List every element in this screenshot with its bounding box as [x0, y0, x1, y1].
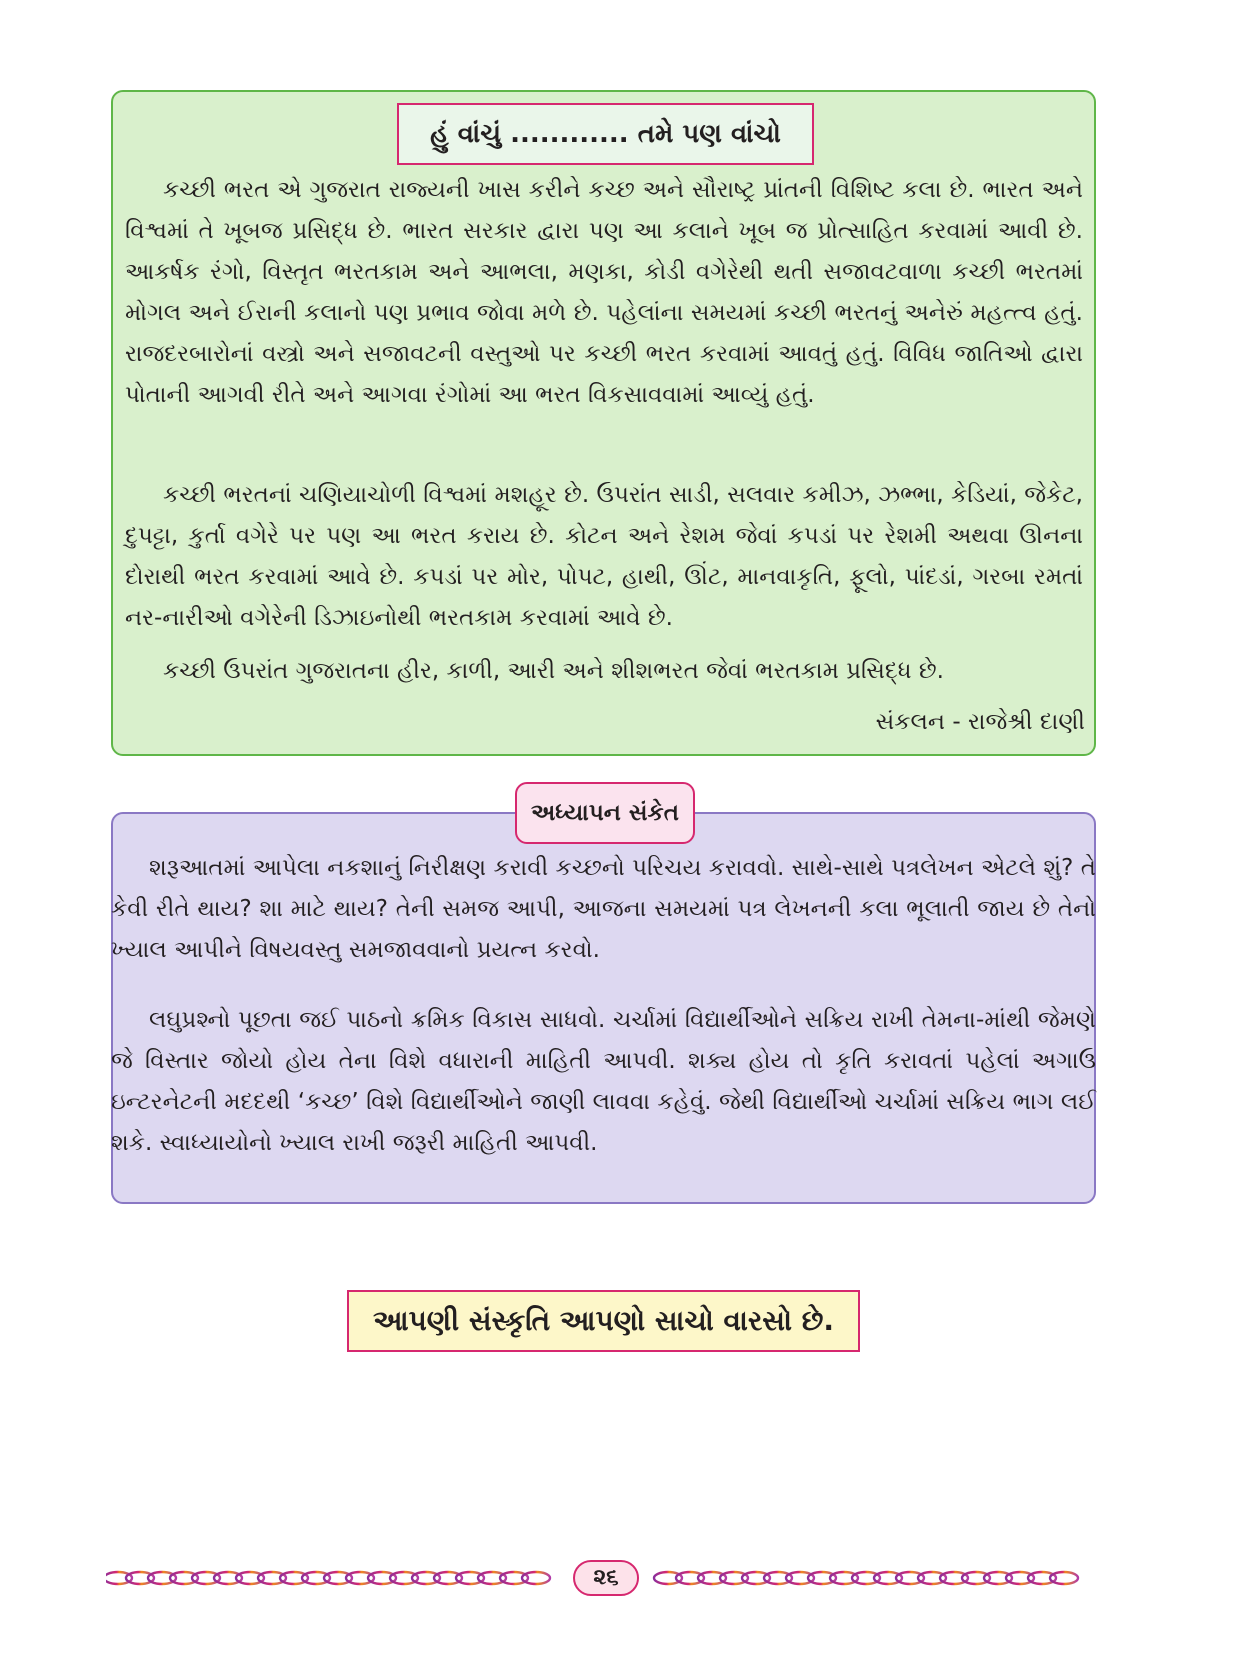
- reading-paragraph-2: કચ્છી ભરતનાં ચણિયાચોળી વિશ્વમાં મશહૂર છે. ઉપરાંત સાડી, સલવાર કમીઝ, ઝભ્ભા, કેડિયાં, જેકેટ, દુપટ્ટા, કુર્તા વગેરે પર પણ આ ભરત કરાય છે. કોટન અને રેશમ જેવાં કપડાં પર રેશમી અથવા ઊનના દોરાથી ભરત કરવામાં આવે છે. કપડાં પર મોર, પોપટ, હાથી, ઊંટ, માનવાકૃતિ, ફૂલો, પાંદડાં, ગરબા રમતાં નર-નારીઓ વગેરેની ડિઝાઇનોથી ભરતકામ કરવામાં આવે છે.: [125, 482, 1083, 631]
- reading-text-3: [125, 651, 1083, 692]
- reading-paragraph-3: કચ્છી ઉપરાંત ગુજરાતના હીર, કાળી, આરી અને શીશભરત જેવાં ભરતકામ પ્રસિદ્ધ છે.: [163, 658, 944, 684]
- teaching-title: અધ્યાપન સંકેત: [515, 782, 695, 844]
- reading-text: [125, 170, 1083, 416]
- motto-banner: આપણી સંસ્કૃતિ આપણો સાચો વારસો છે.: [347, 1290, 860, 1352]
- reading-title: હું વાંચું ............ તમે પણ વાંચો: [397, 103, 814, 165]
- chain-link: [1050, 1572, 1078, 1584]
- teaching-paragraph-2: લઘુપ્રશ્નો પૂછતા જઈ પાઠનો ક્રમિક વિકાસ સાધવો. ચર્ચામાં વિદ્યાર્થીઓને સક્રિય રાખી તેમના-માંથી જેમણે જે વિસ્તાર જોયો હોય તેના વિશે વધારાની માહિતી આપવી. શક્ય હોય તો કૃતિ કરાવતાં પહેલાં અગાઉ ઇન્ટરનેટની મદદથી ‘કચ્છ’ વિશે વિદ્યાર્થીઓને જાણી લાવવા કહેવું. જેથી વિદ્યાર્થીઓ ચર્ચામાં સક્રિય ભાગ લઈ શકે. સ્વાધ્યાયોનો ખ્યાલ રાખી જરૂરી માહિતી આપવી.: [111, 1007, 1096, 1156]
- teaching-text-2: [111, 1000, 1096, 1164]
- teaching-paragraph-1: શરૂઆતમાં આપેલા નકશાનું નિરીક્ષણ કરાવી કચ્છનો પરિચય કરાવવો. સાથે-સાથે પત્રલેખન એટલે શું? તે કેવી રીતે થાય? શા માટે થાય? તેની સમજ આપી, આજના સમયમાં પત્ર લેખનની કલા ભૂલાતી જાય છે તેનો ખ્યાલ આપીને વિષયવસ્તુ સમજાવવાનો પ્રયત્ન કરવો.: [111, 855, 1096, 963]
- reading-paragraph-1: કચ્છી ભરત એ ગુજરાત રાજ્યની ખાસ કરીને કચ્છ અને સૌરાષ્ટ્ર પ્રાંતની વિશિષ્ટ કલા છે. ભારત અને વિશ્વમાં તે ખૂબજ પ્રસિદ્ધ છે. ભારત સરકાર દ્વારા પણ આ કલાને ખૂબ જ પ્રોત્સાહિત કરવામાં આવી છે. આકર્ષક રંગો, વિસ્તૃત ભરતકામ અને આભલા, મણકા, કોડી વગેરેથી થતી સજાવટવાળા કચ્છી ભરતમાં મોગલ અને ઈરાની કલાનો પણ પ્રભાવ જોવા મળે છે. પહેલાંના સમયમાં કચ્છી ભરતનું અનેરું મહત્ત્વ હતું. રાજદરબારોનાં વસ્ત્રો અને સજાવટની વસ્તુઓ પર કચ્છી ભરત કરવામાં આવતું હતું. વિવિધ જાતિઓ દ્વારા પોતાની આગવી રીતે અને આગવા રંગોમાં આ ભરત વિકસાવવામાં આવ્યું હતું.: [125, 177, 1083, 408]
- page-number: ૨૬: [573, 1560, 639, 1596]
- reading-credit: સંકલન - રાજેશ્રી દાણી: [875, 709, 1085, 735]
- chain-link: [522, 1572, 550, 1584]
- teaching-text: [111, 848, 1096, 971]
- reading-text-2: [125, 475, 1083, 639]
